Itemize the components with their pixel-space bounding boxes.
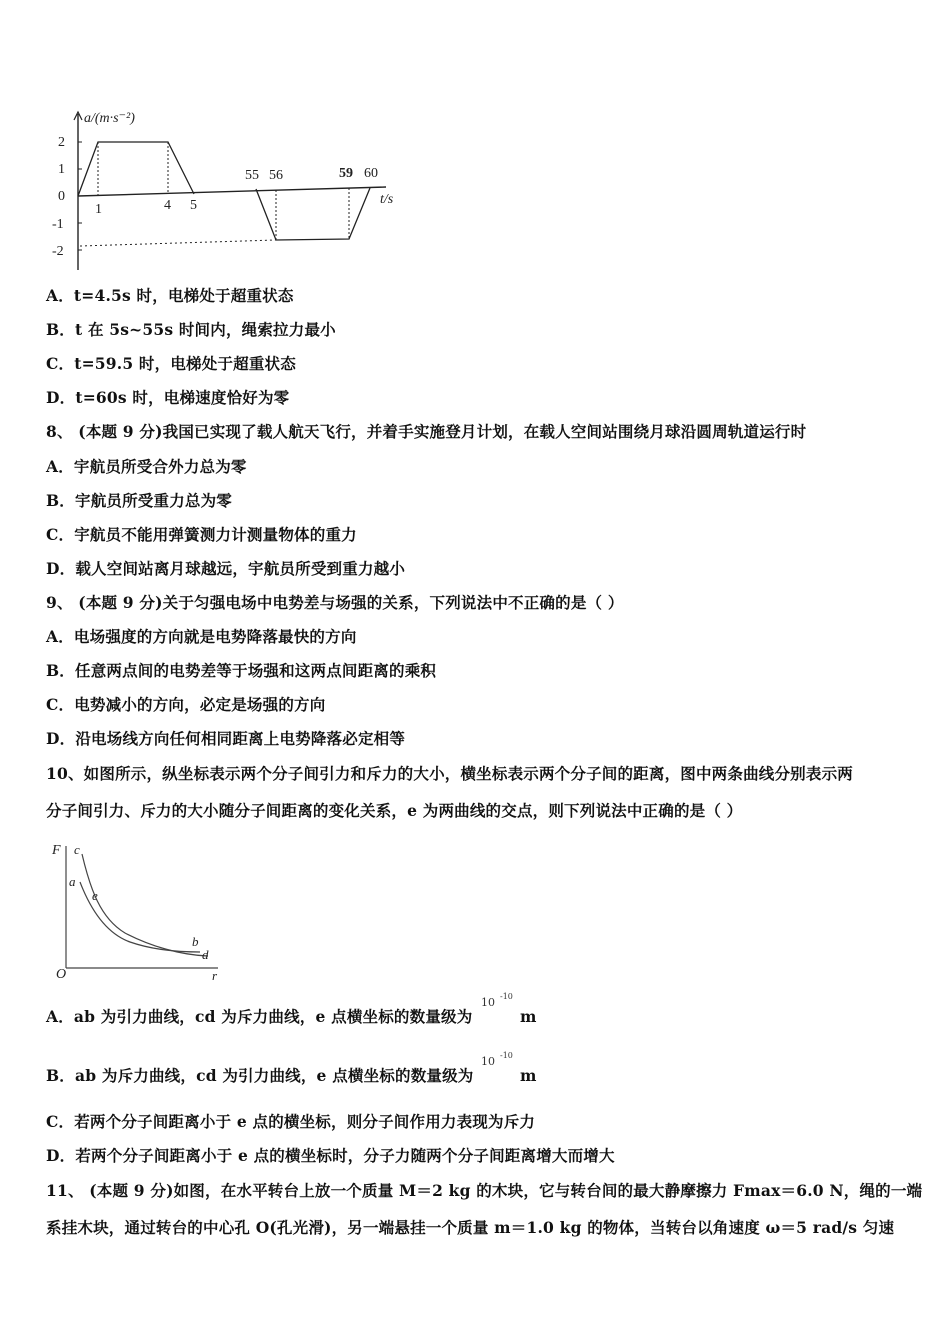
y-tick-label: -2 [52,244,64,259]
origin-label: O [56,967,67,982]
x-tick-label: 1 [95,202,102,217]
y-tick-label: 1 [58,162,65,177]
q10-option-a-text: A．ab 为引力曲线，cd 为斥力曲线，e 点横坐标的数量级为 [46,1007,473,1026]
a-label: a [69,874,76,889]
q9-stem: 9、 (本题 9 分)关于匀强电场中电势差与场强的关系，下列说法中不正确的是（ ） [46,593,624,612]
x-axis-label: t/s [380,192,394,207]
curve-cd [82,854,208,956]
q10-option-c: C．若两个分子间距离小于 e 点的横坐标，则分子间作用力表现为斥力 [46,1112,536,1131]
unit-label: m [520,1007,537,1026]
unit-label: m [520,1066,537,1085]
q10-stem-line1: 10、如图所示，纵坐标表示两个分子间引力和斥力的大小，横坐标表示两个分子间的距离，图中两条曲线分别表示两 [46,764,853,783]
b-label: b [192,934,199,949]
y-tick-label: -1 [52,217,64,232]
positive-accel-curve [78,142,194,196]
q9-option-b: B．任意两点间的电势差等于场强和这两点间距离的乘积 [46,661,437,680]
x-tick-label: 56 [269,168,283,183]
q11-line1: 11、 (本题 9 分)如图，在水平转台上放一个质量 M＝2 kg 的木块，它与转台间的最大静摩擦力 Fmax＝6.0 N，绳的一端 [46,1181,923,1200]
r-label: r [212,968,218,983]
negative-accel-curve [256,188,370,240]
q10-option-b-text: B．ab 为斥力曲线，cd 为引力曲线，e 点横坐标的数量级为 [46,1066,474,1085]
power-exponent: -10 [500,1051,513,1060]
q9-option-d: D．沿电场线方向任何相同距离上电势降落必定相等 [46,729,406,748]
q8-option-d: D．载人空间站离月球越远，宇航员所受到重力越小 [46,559,406,578]
f-label: F [52,843,61,858]
e-label: e [92,888,98,903]
x-axis [78,187,386,196]
q10-stem-line2: 分子间引力、斥力的大小随分子间距离的变化关系，e 为两曲线的交点，则下列说法中正确的是（ ） [46,801,743,820]
q11-line2: 系挂木块，通过转台的中心孔 O(孔光滑)，另一端悬挂一个质量 m＝1.0 kg 的物体，当转台以角速度 ω＝5 rad/s 匀速 [46,1218,895,1237]
q8-option-c: C．宇航员不能用弹簧测力计测量物体的重力 [46,525,357,544]
q8-option-a: A．宇航员所受合外力总为零 [46,457,247,476]
x-tick-label: 59 [339,166,353,181]
q7-option-b: B．t 在 5s~55s 时间内，绳索拉力最小 [46,320,336,339]
acceleration-time-graph [46,100,416,275]
q7-option-d: D．t=60s 时，电梯速度恰好为零 [46,388,290,407]
x-tick-label: 4 [164,198,171,213]
q9-option-c: C．电势减小的方向，必定是场强的方向 [46,695,326,714]
q10-option-a [46,1007,472,1027]
q8-stem: 8、 (本题 9 分)我国已实现了载人航天飞行，并着手实施登月计划，在载人空间站围绕月球沿圆周轨道运行时 [46,422,807,441]
x-tick-label: 60 [364,166,378,181]
q10-option-b [46,1066,474,1086]
q7-option-a: A．t=4.5s 时，电梯处于超重状态 [46,286,294,305]
molecular-force-graph [50,838,230,983]
c-label: c [74,842,80,857]
y-tick-label: 2 [58,135,65,150]
power-exponent: -10 [500,992,513,1001]
q8-option-b: B．宇航员所受重力总为零 [46,491,233,510]
x-tick-label: 55 [245,168,259,183]
y-tick-label: 0 [58,189,65,204]
q10-option-d: D．若两个分子间距离小于 e 点的横坐标时，分子力随两个分子间距离增大而增大 [46,1146,615,1165]
power-base: 10 [481,1055,495,1068]
y-axis-label: a/(m·s⁻²) [84,111,135,126]
q9-option-a: A．电场强度的方向就是电势降落最快的方向 [46,627,357,646]
d-label: d [202,947,209,962]
q7-option-c: C．t=59.5 时，电梯处于超重状态 [46,354,296,373]
power-base: 10 [481,996,495,1009]
x-tick-label: 5 [190,198,197,213]
curve-ab [80,882,200,952]
